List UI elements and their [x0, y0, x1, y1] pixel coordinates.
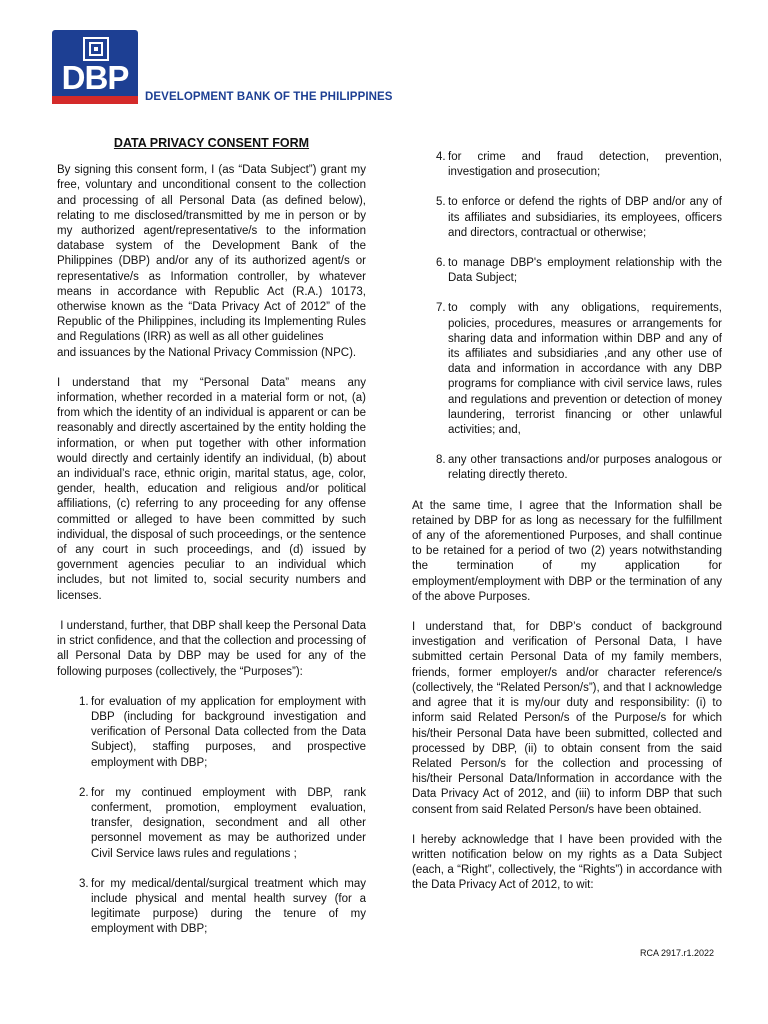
purposes-list-left [57, 695, 366, 938]
logo-text: DBP [61, 59, 129, 96]
logo-red-bar [52, 96, 138, 104]
purposes-intro: I understand, further, that DBP shall keep the Personal Data in strict confidence, and that the collection and processing of all Personal Data by DBP may be used for any of the following purposes (collectively, the “Purposes”): [57, 619, 370, 678]
left-column [57, 136, 370, 953]
purpose-item [412, 256, 722, 286]
purpose-item [412, 453, 722, 483]
purpose-text: for my medical/dental/surgical treatment which may include physical and mental health survey (for a legitimate purpose) during the tenure of my employment with DBP; [91, 877, 366, 936]
purpose-number: 3. [79, 877, 89, 890]
personal-data-definition: I understand that my “Personal Data” means any information, whether recorded in a material form or not, (a) from which the identity of an individual is apparent or can be reasonably and directly ascertained by the entity holding the information, or when put together with other information would directly and certainly identify an individual, (b) about an individual’s race, ethnic origin, marital status, age, color, gender, health, education and religious and/or political affiliations, (c) referring to any proceeding for any offense committed or alleged to have been committed by such individual, the disposal of such proceedings, or the sentence of any court in such proceedings, and (d) issued by government agencies peculiar to an individual which includes, but not limited to, social security numbers and licenses. [57, 376, 366, 602]
consent-paragraph-tail: and issuances by the National Privacy Commission (NPC). [57, 346, 357, 359]
purpose-item [57, 877, 366, 938]
purpose-number: 7. [436, 302, 446, 315]
purpose-item [412, 195, 722, 241]
retention-paragraph: At the same time, I agree that the Information shall be retained by DBP for as long as necessary for the fulfillment of any of the aforementioned Purposes, and shall continue to be retained for a period of two (2) years notwithstanding the termination of my application for employment/employment with DBP or the termination of any of the above Purposes. [412, 499, 722, 603]
consent-paragraph-main: By signing this consent form, I (as “Data Subject”) grant my free, voluntary and unconditional consent to the collection and processing of all Personal Data (as defined below), relating to me disclosed/transmitted by me in person or by my authorized agent/representative/s to the information database system of the Development Bank of the Philippines (DBP) and/or any of its authorized agent/s or representative/s as Information controller, by whatever means in accordance with Republic Act (R.A.) 10173, otherwise known as the “Data Privacy Act of 2012” of the Republic of the Philippines, including its Implementing Rules and Regulations (IRR) as well as all other guidelines [57, 164, 366, 344]
purpose-item [412, 301, 722, 438]
purpose-item [57, 786, 366, 862]
purpose-item [412, 150, 722, 180]
purpose-text: for evaluation of my application for employment with DBP (including for background investigation and verification of Personal Data collected from the Data Subject), staffing purposes, and prospective employment with DBP; [91, 695, 366, 769]
purpose-text: for crime and fraud detection, prevention, investigation and prosecution; [448, 151, 722, 179]
form-title: DATA PRIVACY CONSENT FORM [113, 136, 310, 150]
purposes-list-right [412, 150, 722, 484]
consent-paragraph [57, 163, 366, 361]
purpose-text: to manage DBP's employment relationship with the Data Subject; [448, 257, 722, 285]
purpose-number: 4. [436, 151, 446, 163]
purpose-item [57, 695, 366, 771]
purpose-number: 8. [436, 454, 446, 467]
purpose-number: 1. [79, 695, 89, 708]
purpose-text: to enforce or defend the rights of DBP and/or any of its affiliates and subsidiaries, its employees, officers and directors, contractual or otherwise; [448, 196, 722, 239]
form-reference-code: RCA 2917.r1.2022 [640, 948, 715, 958]
purpose-text: to comply with any obligations, requirements, policies, procedures, measures or arrangements for sharing data and information within DBP and any of its affiliates and subsidiaries ,and any other use of data and information in accordance with any DBP programs for compliance with civil service laws, rules and regulations and prevention or detection of money laundering, terrorist financing or other unlawful activities; and, [448, 302, 722, 437]
purpose-text: any other transactions and/or purposes analogous or relating directly thereto. [448, 454, 722, 482]
purpose-number: 2. [79, 786, 89, 799]
dbp-logo [52, 30, 138, 104]
bank-name: DEVELOPMENT BANK OF THE PHILIPPINES [145, 91, 393, 103]
rights-acknowledgement-paragraph: I hereby acknowledge that I have been provided with the written notification below on my rights as a Data Subject (each, a “Right”, collectively, the “Rights”) in accordance with the Data Privacy Act of 2012, to wit: [412, 833, 722, 892]
right-column [412, 150, 722, 909]
purpose-text: for my continued employment with DBP, rank conferment, promotion, employment evaluation, transfer, designation, secondment and all other personnel movement as may be authorized under Civil Service laws rules and regulations ; [91, 786, 366, 860]
related-persons-paragraph: I understand that, for DBP’s conduct of background investigation and verification of Personal Data, I have submitted certain Personal Data of my family members, friends, former employer/s and/or character reference/s (collectively, the “Related Person/s”), and that I acknowledge and agree that it is my/our duty and responsibility: (i) to inform said Related Person/s of the Purpose/s for which his/their Personal Data have been submitted, collected and processed by DBP, (ii) to obtain consent from the said Related Person/s for the collection and processing of his/their Personal Data/Information in accordance with the Data Privacy Act of 2012, and (iii) to inform DBP that such consent from said Related Person/s have been obtained. [412, 621, 722, 816]
purpose-number: 5. [436, 196, 446, 209]
purpose-number: 6. [436, 257, 446, 270]
